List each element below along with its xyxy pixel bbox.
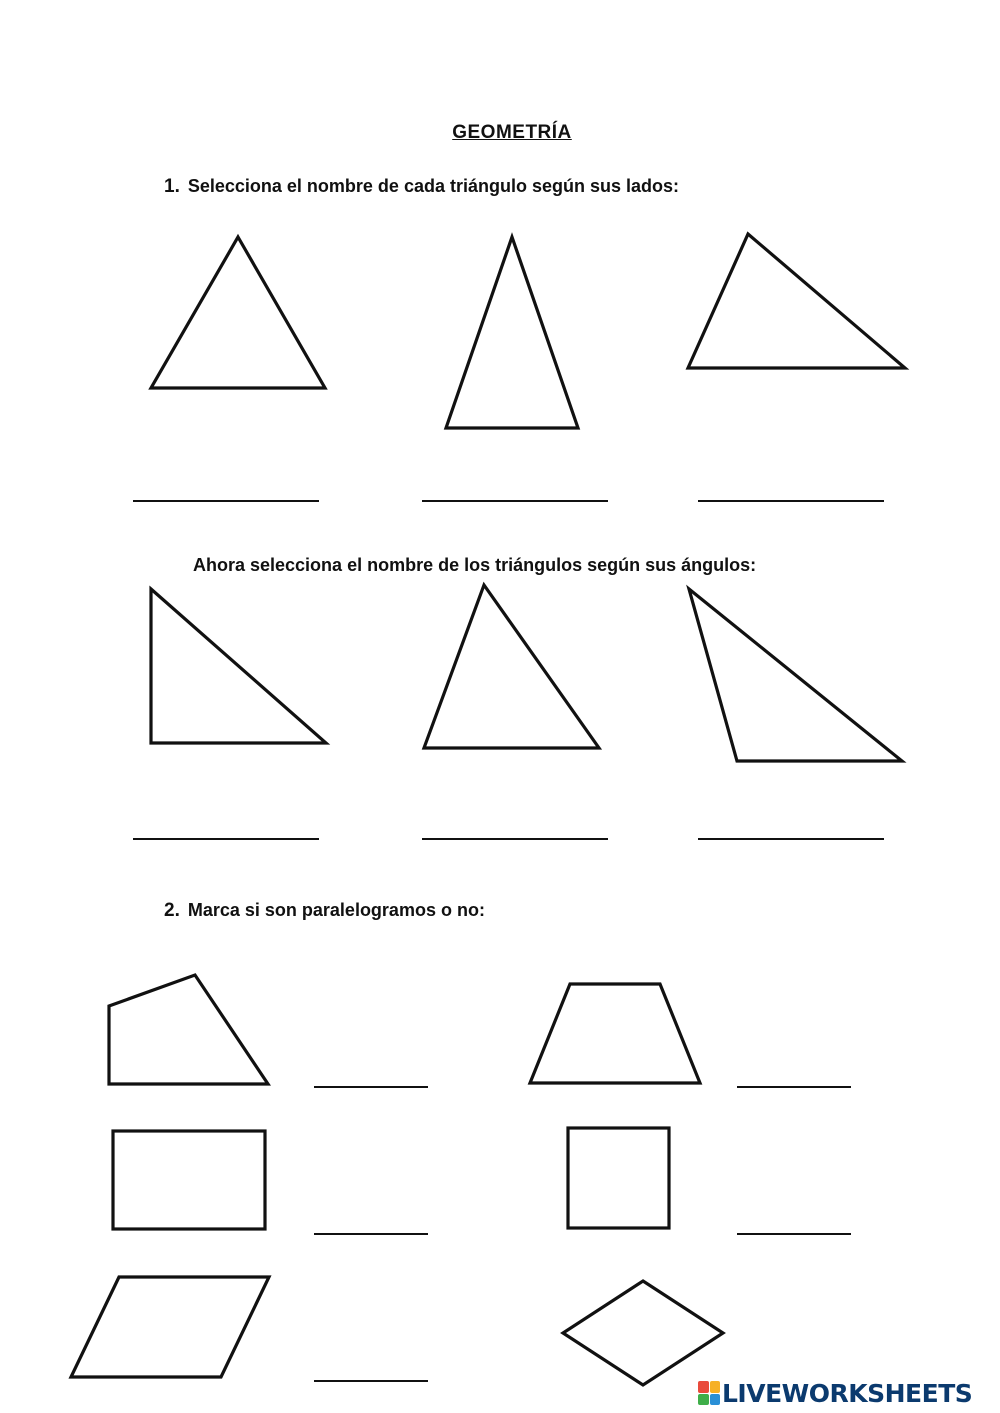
question-1-number: 1. bbox=[164, 176, 180, 197]
answer-blank-quad-1[interactable] bbox=[314, 1086, 428, 1088]
logo-tile-3 bbox=[698, 1394, 709, 1406]
irregular-pentagon-shape bbox=[109, 975, 268, 1084]
rhomboid-shape bbox=[71, 1277, 269, 1377]
logo-tile-4 bbox=[710, 1394, 721, 1406]
square-shape bbox=[568, 1128, 669, 1228]
answer-blank-quad-2[interactable] bbox=[737, 1086, 851, 1088]
question-1b-text: Ahora selecciona el nombre de los triángulos según sus ángulos: bbox=[193, 555, 757, 575]
answer-blank-quad-3[interactable] bbox=[314, 1233, 428, 1235]
question-2-number: 2. bbox=[164, 900, 180, 921]
rhombus-shape bbox=[563, 1281, 723, 1385]
liveworksheets-mark-icon bbox=[698, 1381, 720, 1405]
logo-tile-1 bbox=[698, 1381, 709, 1393]
answer-blank-quad-5[interactable] bbox=[314, 1380, 428, 1382]
liveworksheets-logo bbox=[698, 1378, 972, 1408]
liveworksheets-brand-text: LIVEWORKSHEETS bbox=[722, 1378, 973, 1408]
answer-blank-quad-4[interactable] bbox=[737, 1233, 851, 1235]
question-2-text: Marca si son paralelogramos o no: bbox=[187, 900, 485, 920]
logo-tile-2 bbox=[710, 1381, 721, 1393]
trapezoid-shape bbox=[530, 984, 700, 1083]
rectangle-shape bbox=[113, 1131, 265, 1229]
worksheet-title: GEOMETRÍA bbox=[452, 122, 572, 143]
question-1-text: Selecciona el nombre de cada triángulo según sus lados: bbox=[187, 176, 679, 196]
